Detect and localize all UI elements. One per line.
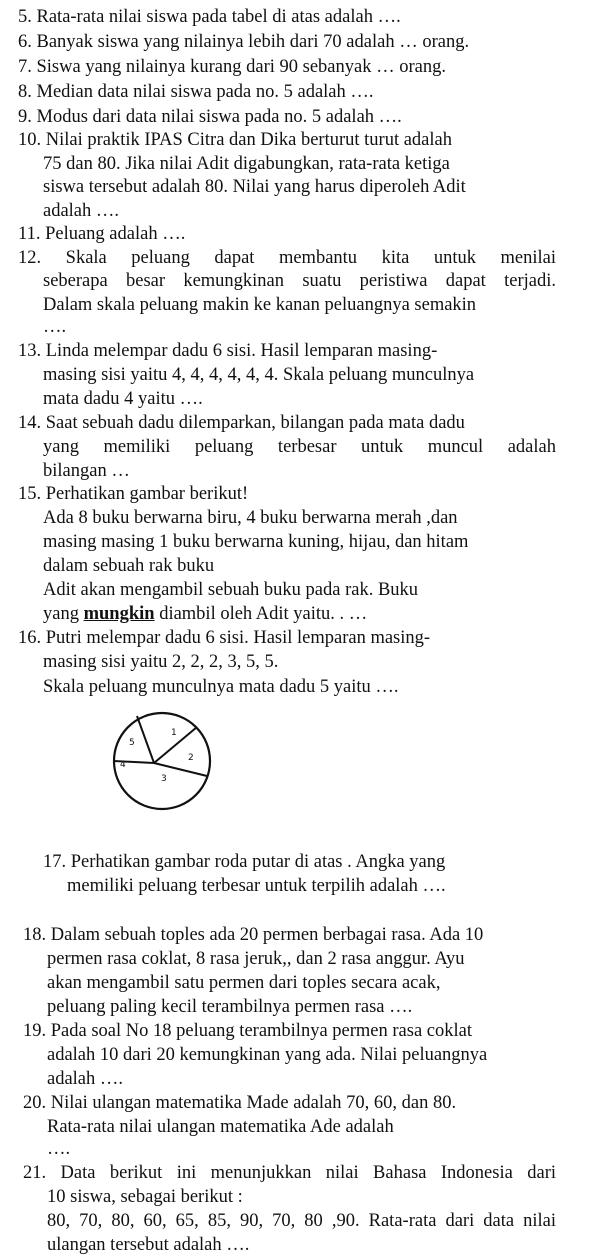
q21-line-2: 10 siswa, sebagai berikut : (47, 1187, 243, 1207)
q15-line-3: masing masing 1 buku berwarna kuning, hijau, dan hitam (43, 532, 469, 552)
q19-line-3: adalah …. (47, 1069, 124, 1089)
q15-line-6 (43, 603, 367, 625)
wheel-label-5: 5 (129, 738, 135, 748)
q21-line-1: 21. Data berikut ini menunjukkan nilai Bahasa Indonesia dari (23, 1163, 556, 1183)
q17-line-1: 17. Perhatikan gambar roda putar di atas . Angka yang (43, 852, 446, 872)
q15-emphasis-word: mungkin (83, 604, 155, 624)
q19-line-2: adalah 10 dari 20 kemungkinan yang ada. Nilai peluangnya (47, 1045, 488, 1065)
q12-line-4: …. (43, 317, 67, 337)
wheel-label-1: 1 (171, 728, 177, 738)
q15-line-4: dalam sebuah rak buku (43, 556, 215, 576)
q16-line-3: Skala peluang munculnya mata dadu 5 yaitu …. (43, 677, 399, 697)
q10-line-2: 75 dan 80. Jika nilai Adit digabungkan, rata-rata ketiga (43, 154, 450, 174)
q12-line-1: 12. Skala peluang dapat membantu kita untuk menilai (18, 248, 556, 268)
q20-line-1: 20. Nilai ulangan matematika Made adalah 70, 60, dan 80. (23, 1093, 457, 1113)
q13-line-3: mata dadu 4 yaitu …. (43, 389, 203, 409)
q5-line: 5. Rata-rata nilai siswa pada tabel di atas adalah …. (18, 7, 401, 27)
wheel-label-2: 2 (188, 753, 194, 763)
q8-line: 8. Median data nilai siswa pada no. 5 adalah …. (18, 82, 374, 102)
q15-before: yang (43, 604, 84, 624)
q18-line-4: peluang paling kecil terambilnya permen rasa …. (47, 997, 413, 1017)
q19-line-1: 19. Pada soal No 18 peluang terambilnya permen rasa coklat (23, 1021, 472, 1041)
q10-line-3: siswa tersebut adalah 80. Nilai yang harus diperoleh Adit (43, 177, 466, 197)
wheel-label-4: 4 (120, 760, 126, 770)
q10-line-1: 10. Nilai praktik IPAS Citra dan Dika berturut turut adalah (18, 130, 452, 150)
q11-line: 11. Peluang adalah …. (18, 224, 186, 244)
q7-line: 7. Siswa yang nilainya kurang dari 90 sebanyak … orang. (18, 57, 446, 77)
q9-line: 9. Modus dari data nilai siswa pada no. 5 adalah …. (18, 107, 402, 127)
q18-line-1: 18. Dalam sebuah toples ada 20 permen berbagai rasa. Ada 10 (23, 925, 484, 945)
spinner-wheel (110, 703, 222, 815)
q20-line-2: Rata-rata nilai ulangan matematika Ade adalah (47, 1117, 394, 1137)
q21-line-4: ulangan tersebut adalah …. (47, 1235, 250, 1255)
q12-line-2: seberapa besar kemungkinan suatu peristiwa dapat terjadi. (43, 271, 556, 291)
q18-line-2: permen rasa coklat, 8 rasa jeruk,, dan 2 rasa anggur. Ayu (47, 949, 465, 969)
q15-line-5: Adit akan mengambil sebuah buku pada rak. Buku (43, 580, 419, 600)
q16-line-1: 16. Putri melempar dadu 6 sisi. Hasil lemparan masing- (18, 628, 431, 648)
q15-line-1: 15. Perhatikan gambar berikut! (18, 484, 249, 504)
wheel-label-3: 3 (161, 774, 167, 784)
q17-line-2: memiliki peluang terbesar untuk terpilih adalah …. (67, 876, 446, 896)
q14-line-1: 14. Saat sebuah dadu dilemparkan, bilangan pada mata dadu (18, 413, 465, 433)
q13-line-2: masing sisi yaitu 4, 4, 4, 4, 4, 4. Skala peluang munculnya (43, 365, 475, 385)
q10-line-4: adalah …. (43, 201, 120, 221)
q20-line-3: …. (47, 1139, 71, 1159)
q14-line-2: yang memiliki peluang terbesar untuk muncul adalah (43, 437, 556, 457)
q6-line: 6. Banyak siswa yang nilainya lebih dari 70 adalah … orang. (18, 32, 470, 52)
q18-line-3: akan mengambil satu permen dari toples secara acak, (47, 973, 441, 993)
q14-line-3: bilangan … (43, 461, 130, 481)
q13-line-1: 13. Linda melempar dadu 6 sisi. Hasil lemparan masing- (18, 341, 438, 361)
q21-line-3: 80, 70, 80, 60, 65, 85, 90, 70, 80 ,90. Rata-rata dari data nilai (47, 1211, 556, 1231)
q15-after: diambil oleh Adit yaitu. . … (154, 604, 368, 624)
q16-line-2: masing sisi yaitu 2, 2, 2, 3, 5, 5. (43, 652, 279, 672)
q12-line-3: Dalam skala peluang makin ke kanan peluangnya semakin (43, 295, 477, 315)
q15-line-2: Ada 8 buku berwarna biru, 4 buku berwarna merah ,dan (43, 508, 458, 528)
wheel-divider-1 (137, 716, 154, 763)
